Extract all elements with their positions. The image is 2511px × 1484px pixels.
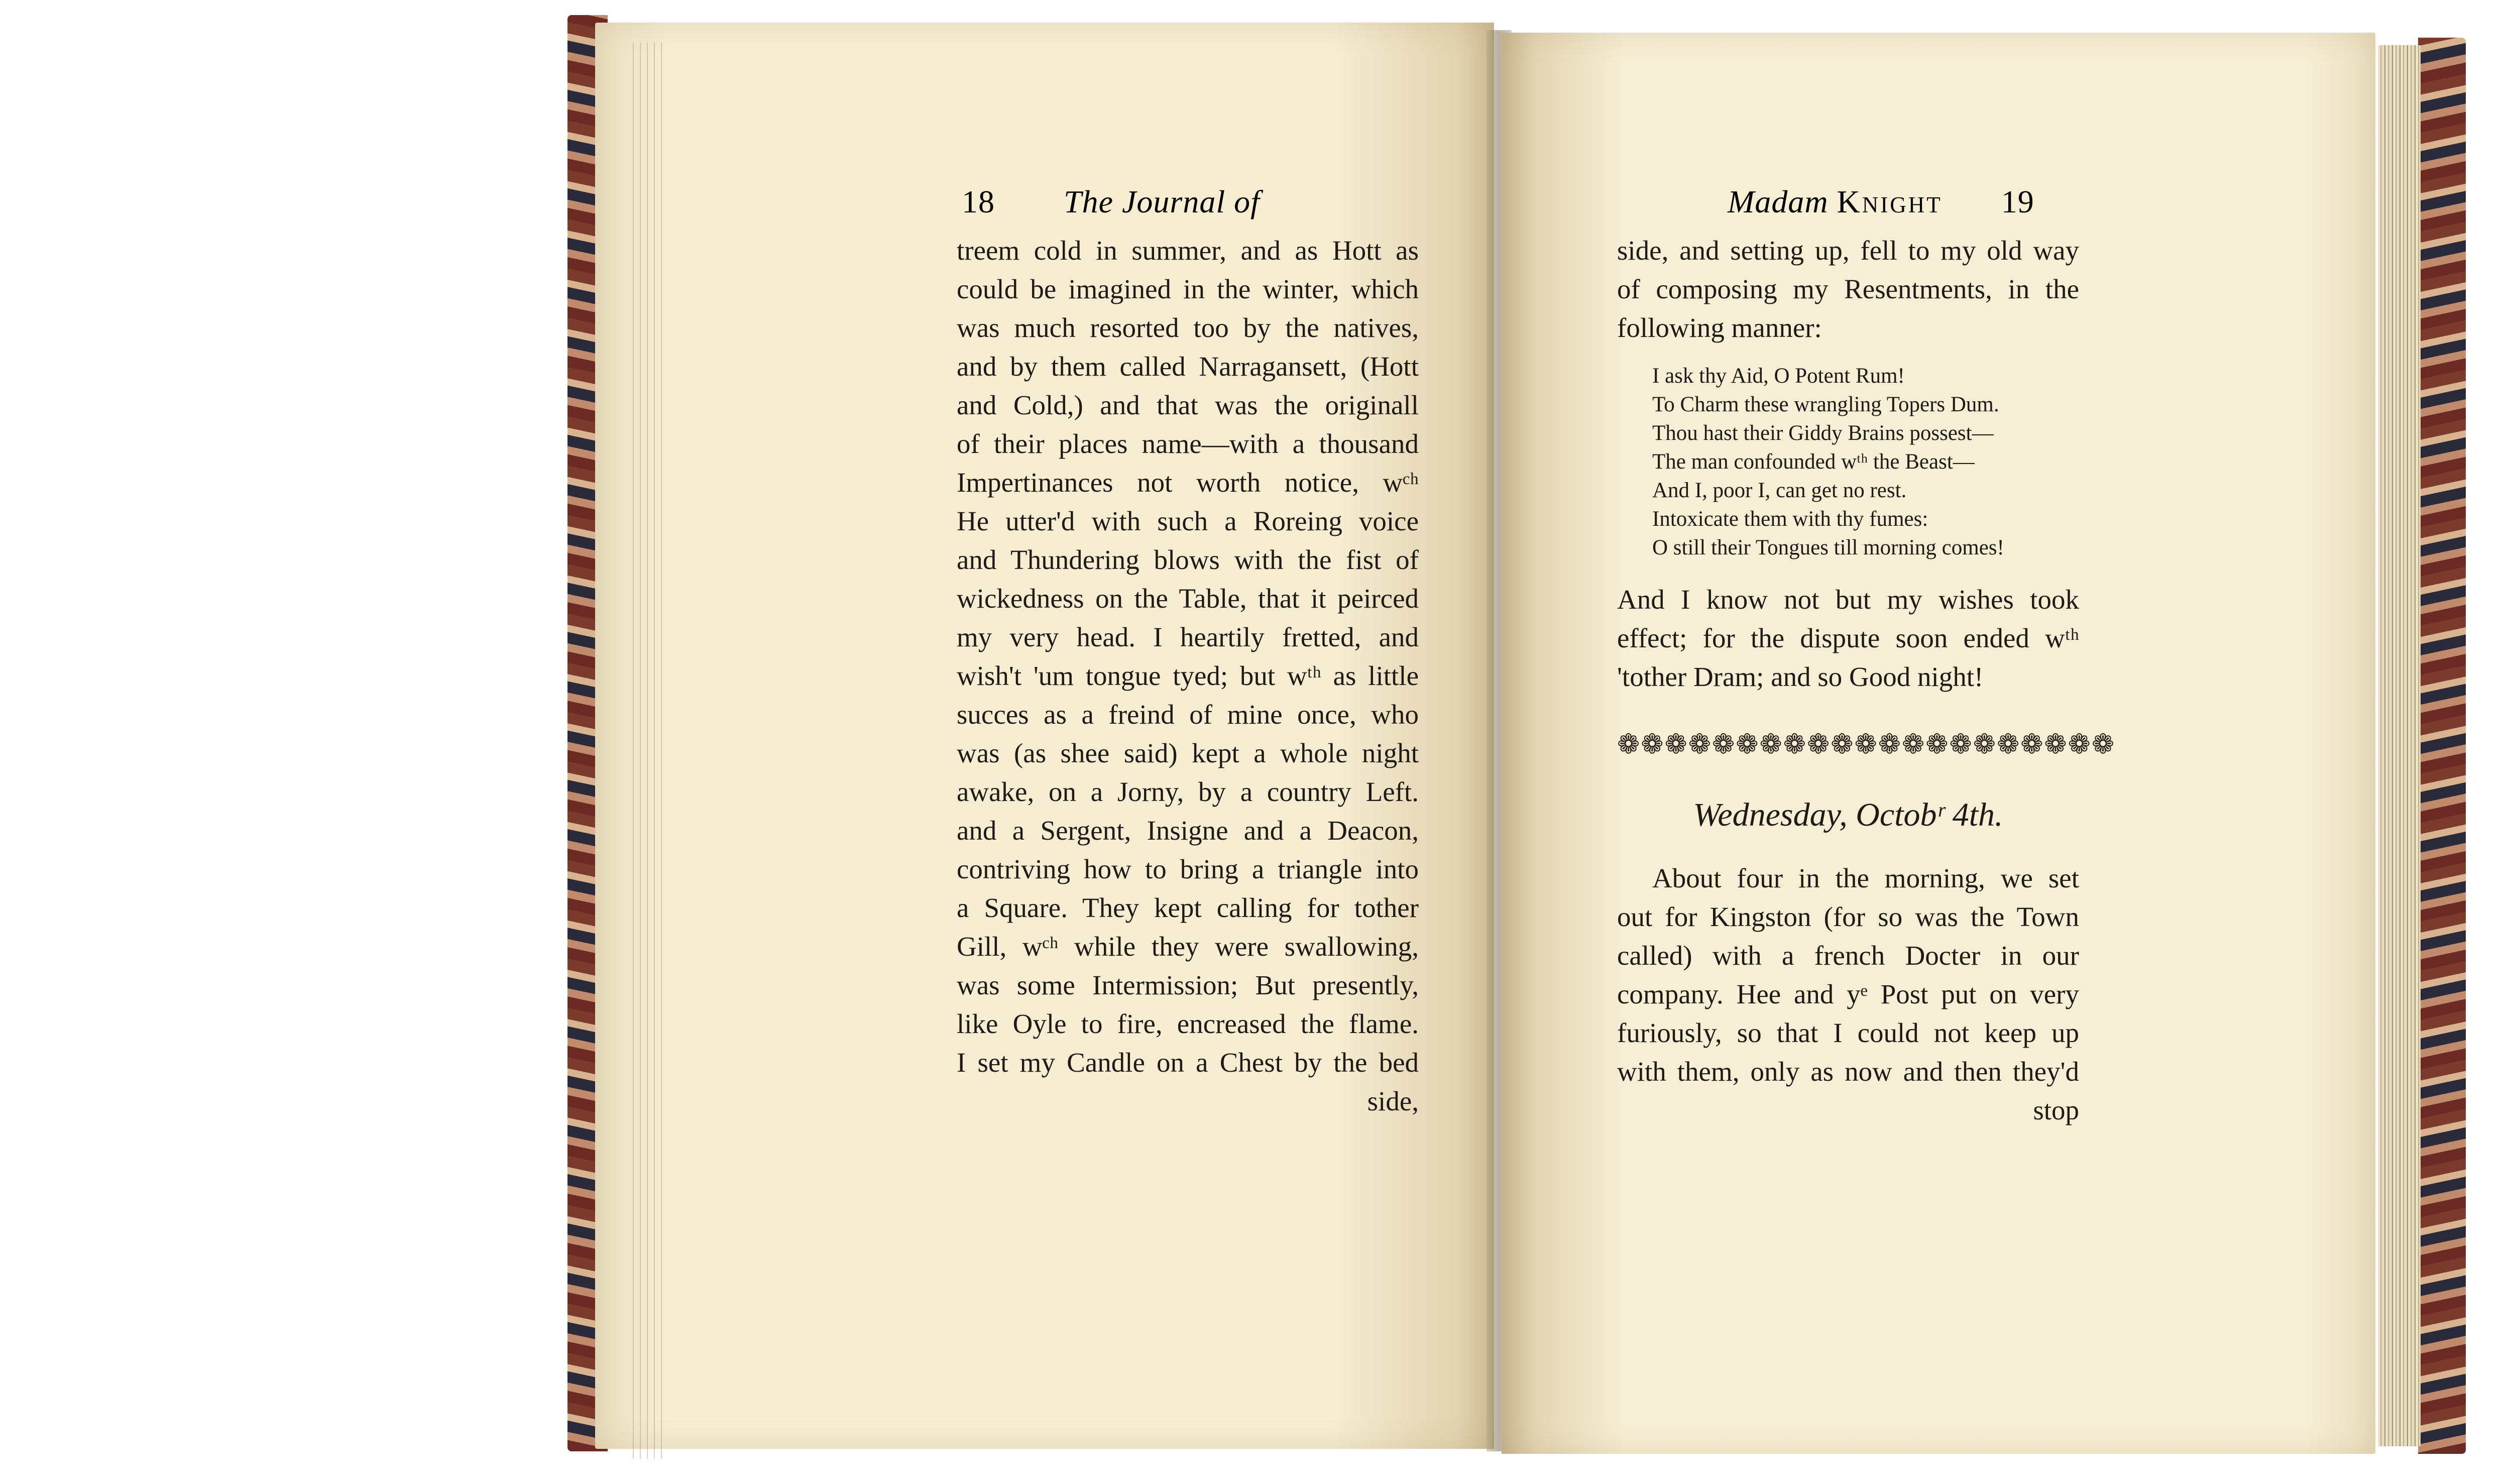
text-line: And I know not but my wishes took (1617, 584, 2079, 615)
text-line: wish't 'um tongue tyed; but wᵗʰ as little (957, 660, 1419, 691)
text-line: could be imagined in the winter, which (957, 274, 1419, 304)
right-page-text-top (1617, 231, 2079, 347)
catchword: stop (2033, 1095, 2079, 1125)
text-line: was some Intermission; But presently, (957, 970, 1419, 1000)
verse-block (1652, 362, 2004, 562)
text-line: succes as a freind of mine once, who (957, 699, 1419, 730)
text-line: About four in the morning, we set (1652, 863, 2079, 893)
verse-line: To Charm these wrangling Topers Dum. (1652, 393, 1999, 416)
verse-line: Thou hast their Giddy Brains possest— (1652, 421, 1994, 445)
text-line: Impertinances not worth notice, wᶜʰ (957, 467, 1419, 498)
catchword: side, (1367, 1086, 1419, 1116)
left-page-edges (633, 43, 668, 1459)
left-page-number: 18 (962, 184, 995, 219)
text-line: and Cold,) and that was the originall (957, 390, 1419, 420)
text-line: He utter'd with such a Roreing voice (957, 506, 1419, 536)
text-line: furiously, so that I could not keep up (1617, 1017, 2079, 1048)
text-line: treem cold in summer, and as Hott as (957, 235, 1419, 266)
right-page-number: 19 (2001, 184, 2034, 219)
verse-line: I ask thy Aid, O Potent Rum! (1652, 364, 1905, 388)
right-running-title-caps: Knight (1837, 184, 1943, 219)
text-line: side, and setting up, fell to my old way (1617, 235, 2079, 266)
text-line: and a Sergent, Insigne and a Deacon, (957, 815, 1419, 846)
text-line: with them, only as now and then they'd (1617, 1056, 2079, 1087)
book-photo (567, 10, 2466, 1466)
right-page-text-bottom (1617, 859, 2079, 1129)
text-line: following manner: (1617, 312, 1822, 343)
text-line: awake, on a Jorny, by a country Left. (957, 776, 1419, 807)
left-page (595, 23, 1494, 1449)
text-line: was (as shee said) kept a whole night (957, 738, 1419, 768)
verse-line: O still their Tongues till morning comes! (1652, 536, 2004, 559)
left-running-head (962, 183, 1260, 220)
left-page-text (957, 231, 1419, 1120)
ornament-rule: ❁❁❁❁❁❁❁❁❁❁❁❁❁❁❁❁❁❁❁❁❁ (1617, 729, 2116, 759)
text-line: company. Hee and yᵉ Post put on very (1617, 979, 2079, 1009)
verse-line: Intoxicate them with thy fumes: (1652, 507, 1928, 531)
text-line: I set my Candle on a Chest by the bed (957, 1047, 1419, 1078)
right-page-text-middle (1617, 580, 2079, 696)
text-line: 'tother Dram; and so Good night! (1617, 661, 1984, 692)
right-page (1502, 33, 2375, 1454)
text-line: wickedness on the Table, that it peirced (957, 583, 1419, 614)
right-running-title-italic: Madam (1728, 184, 1829, 219)
marbled-cover-right (2418, 38, 2466, 1454)
text-line: like Oyle to fire, encreased the flame. (957, 1008, 1419, 1039)
text-line: my very head. I heartily fretted, and (957, 622, 1419, 652)
text-line: was much resorted too by the natives, (957, 312, 1419, 343)
text-line: called) with a french Docter in our (1617, 940, 2079, 971)
verse-line: And I, poor I, can get no rest. (1652, 479, 1907, 502)
left-running-title: The Journal of (1064, 184, 1260, 219)
verse-line: The man confounded wᵗʰ the Beast— (1652, 450, 1975, 474)
text-line: of their places name—with a thousand (957, 428, 1419, 459)
text-line: out for Kingston (for so was the Town (1617, 901, 2079, 932)
text-line: and by them called Narragansett, (Hott (957, 351, 1419, 382)
text-line: of composing my Resentments, in the (1617, 274, 2079, 304)
text-line: a Square. They kept calling for tother (957, 892, 1419, 923)
text-line: and Thundering blows with the fist of (957, 544, 1419, 575)
right-running-head (1728, 183, 2034, 220)
text-line: contriving how to bring a triangle into (957, 854, 1419, 884)
section-heading: Wednesday, Octobʳ 4th. (1693, 796, 2003, 833)
text-line: Gill, wᶜʰ while they were swallowing, (957, 931, 1419, 962)
page-fore-edge (2378, 45, 2421, 1446)
text-line: effect; for the dispute soon ended wᵗʰ (1617, 623, 2079, 653)
